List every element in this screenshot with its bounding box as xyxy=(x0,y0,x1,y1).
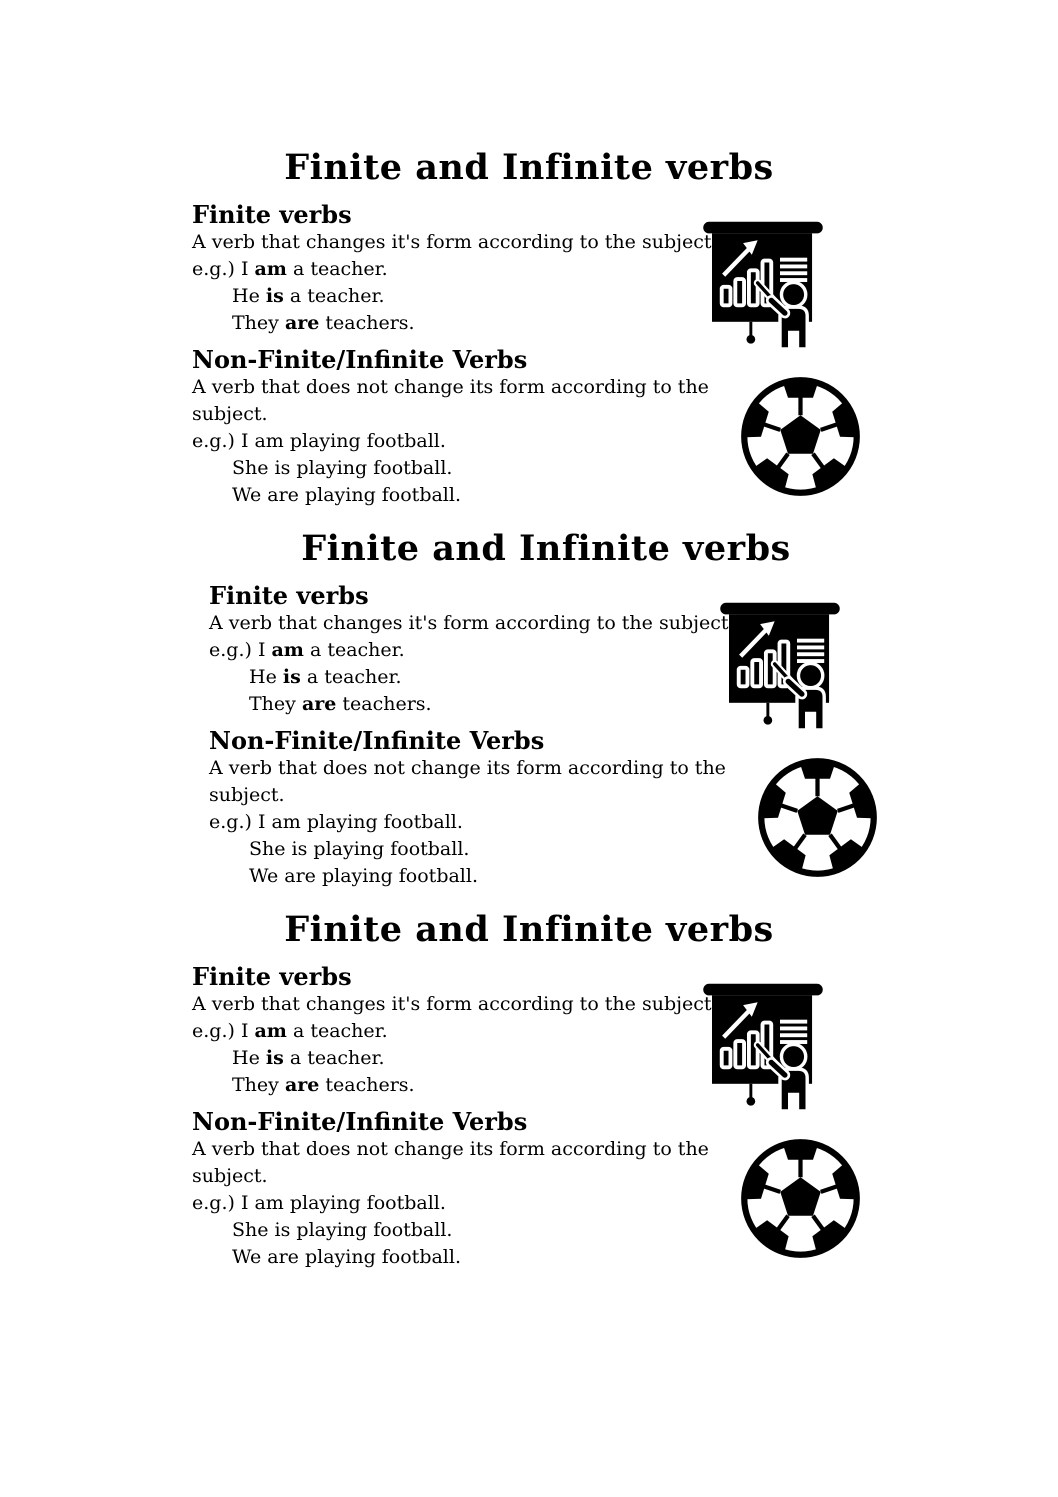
verbs-section-1 xyxy=(0,0,1058,506)
finite-example-line: He is a teacher. xyxy=(232,285,385,307)
non-finite-example-line: We are playing football. xyxy=(232,1246,462,1268)
soccer-ball-icon xyxy=(738,374,863,499)
non-finite-verbs-definition: A verb that does not change its form according to the subject. xyxy=(209,757,726,806)
finite-verbs-definition: A verb that changes it's form according to the subject. xyxy=(209,612,735,634)
non-finite-verbs-definition: A verb that does not change its form according to the subject. xyxy=(192,1138,709,1187)
soccer-ball-icon xyxy=(738,1136,863,1261)
finite-example-line: e.g.) I am a teacher. xyxy=(192,258,388,280)
non-finite-verbs-heading: Non-Finite/Infinite Verbs xyxy=(192,345,528,374)
page-title: Finite and Infinite verbs xyxy=(284,909,774,950)
non-finite-example-line: She is playing football. xyxy=(232,457,453,479)
finite-verbs-heading: Finite verbs xyxy=(192,962,352,991)
finite-verbs-definition: A verb that changes it's form according to the subject. xyxy=(192,993,718,1015)
finite-example-line: They are teachers. xyxy=(249,693,432,715)
non-finite-verbs-definition: A verb that does not change its form according to the subject. xyxy=(192,376,709,425)
page-title: Finite and Infinite verbs xyxy=(284,147,774,188)
page-title: Finite and Infinite verbs xyxy=(301,528,791,569)
non-finite-example-line: We are playing football. xyxy=(232,484,462,506)
finite-example-line: They are teachers. xyxy=(232,1074,415,1096)
non-finite-example-line: e.g.) I am playing football. xyxy=(209,811,463,833)
finite-verbs-heading: Finite verbs xyxy=(209,581,369,610)
section-content xyxy=(0,201,752,509)
finite-example-line: e.g.) I am a teacher. xyxy=(192,1020,388,1042)
non-finite-verbs-heading: Non-Finite/Infinite Verbs xyxy=(209,726,545,755)
non-finite-verbs-heading: Non-Finite/Infinite Verbs xyxy=(192,1107,528,1136)
non-finite-example-line: She is playing football. xyxy=(249,838,470,860)
non-finite-example-line: She is playing football. xyxy=(232,1219,453,1241)
finite-example-line: They are teachers. xyxy=(232,312,415,334)
finite-example-line: e.g.) I am a teacher. xyxy=(209,639,405,661)
finite-verbs-heading: Finite verbs xyxy=(192,200,352,229)
non-finite-example-line: e.g.) I am playing football. xyxy=(192,430,446,452)
finite-example-line: He is a teacher. xyxy=(249,666,402,688)
section-content xyxy=(0,963,752,1271)
finite-example-line: He is a teacher. xyxy=(232,1047,385,1069)
verbs-section-3 xyxy=(0,762,1058,1282)
non-finite-example-line: e.g.) I am playing football. xyxy=(192,1192,446,1214)
finite-verbs-definition: A verb that changes it's form according to the subject. xyxy=(192,231,718,253)
non-finite-example-line: We are playing football. xyxy=(249,865,479,887)
